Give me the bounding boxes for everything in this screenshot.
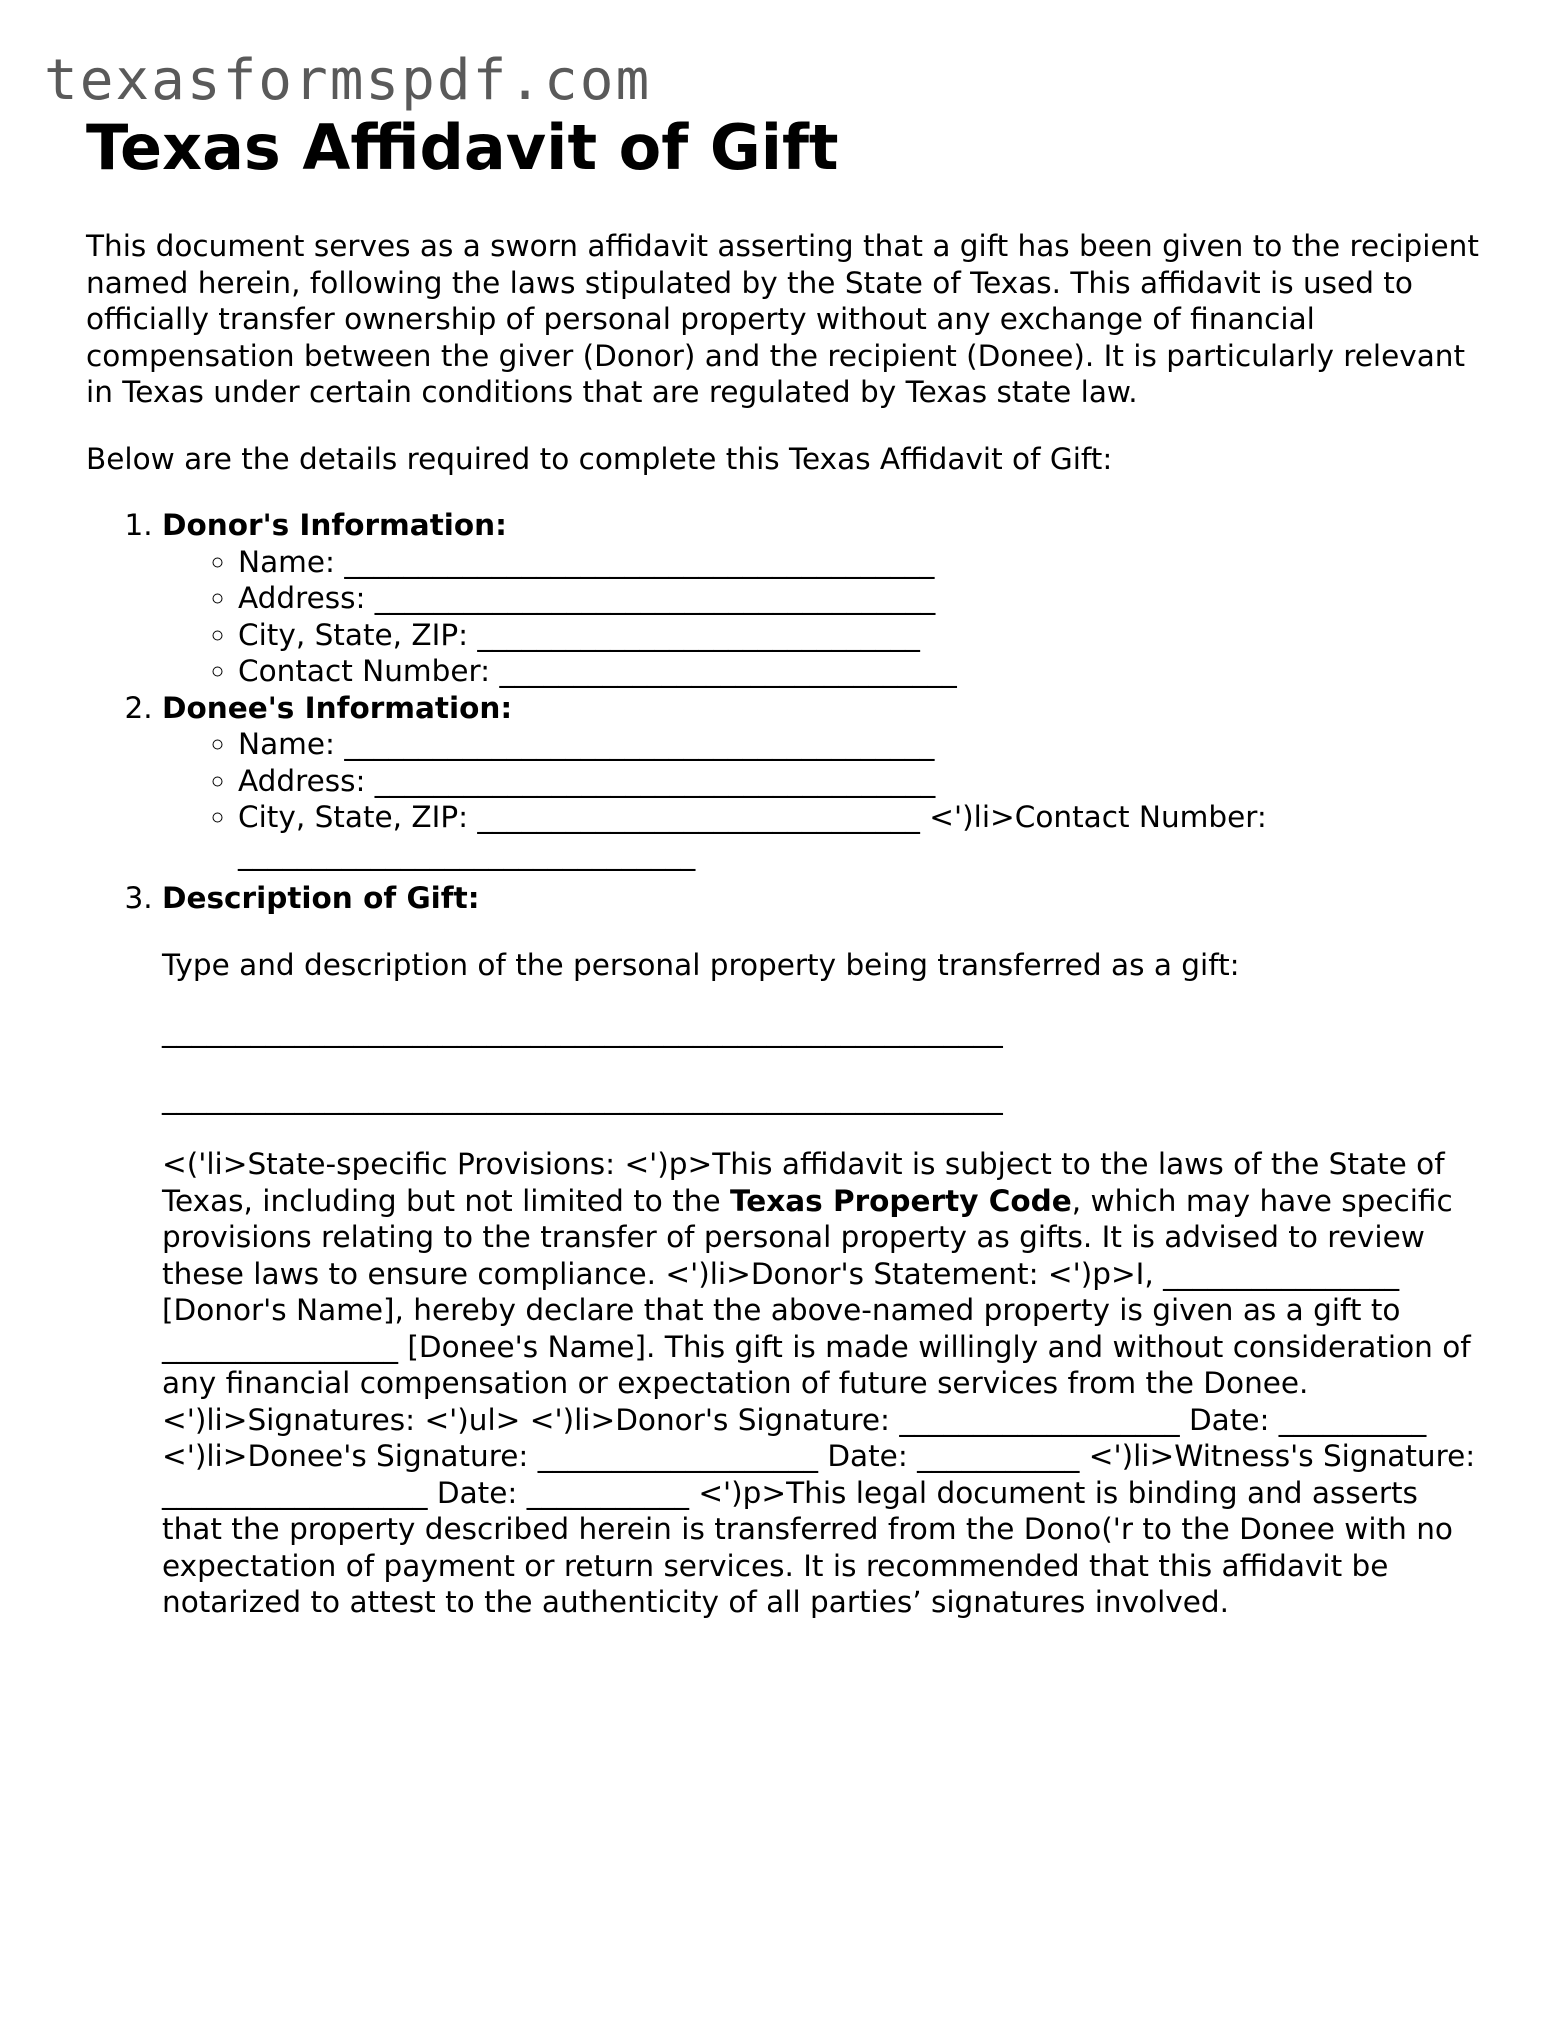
donee-name-field: ◦ Name: ________________________________________ (238, 726, 1486, 763)
donor-city-field: ◦ City, State, ZIP: ______________________________ (238, 617, 1486, 654)
details-intro: Below are the details required to complete this Texas Affidavit of Gift: (86, 441, 1113, 476)
donee-city-contact-field: ◦ City, State, ZIP: ______________________________ <')li>Contact Number: _______________________________ (238, 799, 1486, 872)
provisions-paragraph (162, 1146, 1482, 1621)
provisions-text-2: , which may have specific provisions relating to the transfer of personal property as gifts. It is advised to review these laws to ensure compliance. <')li>Donor's Statement: <')p>I, ________________ [Donor's Name], hereby declare that the above-named property is given as a gift to ________________ [Donee's Name]. This gift is made willingly and without consideration of any financial compensation or expectation of future services from the Donee. <')li>Signatures: <')ul> <')li>Donor's Signature: ___________________ Date: __________ <')li>Donee's Signature: ___________________ Date: ___________ <')li>Witness's Signature: __________________ Date: ___________ <')p>This legal document is binding and asserts that the property described herein is transferred from the Dono('r to the Donee with no expectation of payment or return services. It is recommended that this affidavit be notarized to attest to the authenticity of all parties’ signatures involved. (162, 1183, 1476, 1619)
gift-heading: Description of Gift: (162, 881, 480, 915)
sections-list (86, 507, 1486, 1621)
gift-line-2: _________________________________________________________ (162, 1080, 1003, 1115)
gift-section (162, 880, 1486, 1621)
texas-property-code: Texas Property Code (730, 1183, 1072, 1218)
gift-prompt: Type and description of the personal property being transferred as a gift: (162, 947, 1240, 982)
donee-address-field: ◦ Address: ______________________________________ (238, 763, 1486, 800)
site-watermark: texasformspdf.com (44, 48, 652, 113)
provisions-text-1: <('li>State-specific Provisions: <')p>This affidavit is subject to the laws of the State of Texas, including but not limited to the (162, 1147, 1445, 1218)
donor-fields (162, 544, 1486, 690)
donee-section (162, 690, 1486, 873)
donor-heading: Donor's Information: (162, 508, 507, 542)
intro-paragraph: This document serves as a sworn affidavit asserting that a gift has been given to the recipient named herein, following the laws stipulated by the State of Texas. This affidavit is used to officially transfer ownership of personal property without any exchange of financial compensation between the giver (Donor) and the recipient (Donee). It is particularly relevant in Texas under certain conditions that are regulated by Texas state law. (86, 229, 1479, 409)
donor-section (162, 507, 1486, 690)
donor-name-field: ◦ Name: ________________________________________ (238, 544, 1486, 581)
donor-address-field: ◦ Address: ______________________________________ (238, 580, 1486, 617)
donee-fields (162, 726, 1486, 872)
page-title: Texas Affidavit of Gift (86, 111, 839, 184)
donee-heading: Donee's Information: (162, 690, 513, 725)
document-body (86, 108, 1486, 1621)
gift-line-1: _________________________________________________________ (162, 1014, 1003, 1048)
donor-contact-field: ◦ Contact Number: _______________________________ (238, 653, 1486, 690)
